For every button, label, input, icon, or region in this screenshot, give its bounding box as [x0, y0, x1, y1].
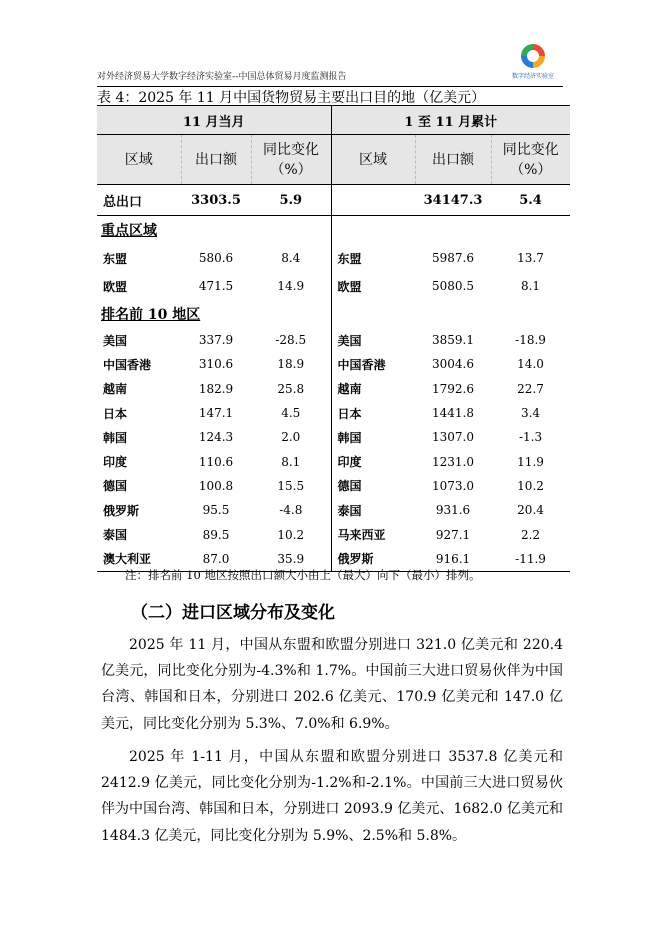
top10-ytd-region: 印度 — [337, 455, 362, 470]
key-month-yoy: 14.9 — [251, 272, 331, 300]
top10-row — [97, 425, 570, 449]
top10-ytd-yoy: 3.4 — [520, 406, 541, 421]
top10-month-region: 俄罗斯 — [103, 503, 140, 518]
top10-ytd-region: 日本 — [337, 406, 362, 421]
top10-month-value: 182.9 — [198, 381, 234, 396]
key-ytd-yoy: 13.7 — [517, 251, 544, 265]
lab-logo — [505, 44, 561, 84]
top10-month-value: 124.3 — [198, 430, 234, 445]
logo-emblem-icon — [521, 44, 545, 68]
table-title: 表 4：2025 年 11 月中国货物贸易主要出口目的地（亿美元） — [97, 90, 486, 106]
top10-ytd-region: 中国香港 — [337, 357, 386, 372]
top10-ytd-yoy: -18.9 — [515, 333, 546, 348]
key-regions-heading-row — [97, 216, 570, 245]
page-header — [97, 44, 563, 86]
top10-row — [97, 449, 570, 473]
key-region-row — [97, 244, 570, 272]
key-month-yoy: 8.4 — [251, 244, 331, 272]
column-header-row — [97, 135, 570, 185]
top10-month-region: 韩国 — [103, 430, 128, 445]
group-month-header: 11 月当月 — [97, 106, 331, 135]
top10-month-value: 100.8 — [198, 478, 234, 493]
key-month-value: 471.5 — [198, 279, 234, 293]
top10-ytd-value: 916.1 — [415, 547, 491, 572]
top10-month-value: 89.5 — [202, 527, 230, 542]
total-ytd-yoy: 5.4 — [491, 185, 570, 216]
col-header-yoy-ytd — [491, 135, 570, 185]
key-regions-heading: 重点区域 — [97, 216, 331, 245]
key-ytd-region: 东盟 — [337, 251, 362, 266]
top10-month-yoy: 4.5 — [251, 401, 331, 425]
top10-ytd-yoy: 22.7 — [517, 381, 544, 396]
group-header-row — [97, 106, 570, 135]
top10-month-value: 310.6 — [198, 357, 234, 372]
col-header-yoy — [251, 135, 331, 185]
col-header-yoy-line1: 同比变化 — [263, 141, 319, 158]
top10-ytd-value: 1441.8 — [432, 406, 475, 421]
top10-month-yoy: 18.9 — [251, 352, 331, 376]
top10-ytd-region: 越南 — [337, 382, 362, 397]
key-regions-heading-blank — [331, 216, 570, 245]
top10-month-region: 德国 — [103, 479, 128, 494]
top10-row — [97, 498, 570, 522]
col-header-yoy-line2: （%） — [270, 161, 312, 178]
total-month-value: 3303.5 — [181, 185, 251, 216]
top10-month-yoy: -4.8 — [251, 498, 331, 522]
top10-row — [97, 522, 570, 546]
top10-row — [97, 474, 570, 498]
top10-heading: 排名前 10 地区 — [97, 300, 331, 328]
import-paragraph-november: 2025 年 11 月，中国从东盟和欧盟分别进口 321.0 亿美元和 220.4 亿美元，同比变化分别为-4.3%和 1.7%。中国前三大进口贸易伙伴为中国台湾、韩国和日本，分别进口 202.6 亿美元、170.9 亿美元和 147.0 亿美元，同比变化分别为 5.3%、7.0%和 6.9%。 — [101, 637, 563, 732]
table-note: 注：排名前 10 地区按照出口额大小由上（最大）向下（最小）排列。 — [125, 568, 481, 582]
top10-month-region: 越南 — [103, 382, 128, 397]
top10-heading-blank — [331, 300, 570, 328]
top10-ytd-yoy: 10.2 — [517, 478, 544, 493]
top10-row — [97, 328, 570, 352]
top10-ytd-region: 马来西亚 — [337, 528, 386, 543]
key-ytd-region: 欧盟 — [337, 279, 362, 294]
col-header-yoy-ytd-line2: （%） — [510, 161, 552, 178]
top10-month-value: 147.1 — [198, 406, 234, 421]
top10-month-yoy: 35.9 — [251, 547, 331, 572]
top10-month-region: 澳大利亚 — [97, 547, 181, 572]
top10-month-value: 95.5 — [202, 503, 230, 518]
total-ytd-region-blank — [331, 185, 415, 216]
group-ytd-header: 1 至 11 月累计 — [331, 106, 570, 135]
top10-month-region: 日本 — [103, 406, 128, 421]
col-header-region-ytd: 区域 — [331, 135, 415, 185]
total-export-row — [97, 185, 570, 216]
top10-ytd-value: 1073.0 — [432, 478, 475, 493]
top10-month-yoy: 8.1 — [251, 449, 331, 473]
import-paragraph-ytd: 2025 年 1-11 月，中国从东盟和欧盟分别进口 3537.8 亿美元和 2412.9 亿美元，同比变化分别为-1.2%和-2.1%。中国前三大进口贸易伙伴为中国台湾、韩国和日本，分别进口 2093.9 亿美元、1682.0 亿美元和 1484.3 亿美元，同比变化分别为 5.9%、2.5%和 5.8%。 — [101, 749, 563, 844]
total-ytd-value: 34147.3 — [415, 185, 491, 216]
top10-row — [97, 401, 570, 425]
top10-row — [97, 352, 570, 376]
top10-ytd-region: 德国 — [337, 479, 362, 494]
total-month-yoy: 5.9 — [251, 185, 331, 216]
total-label: 总出口 — [97, 185, 181, 216]
key-ytd-value: 5080.5 — [432, 279, 475, 293]
header-text: 对外经济贸易大学数字经济实验室--中国总体贸易月度监测报告 — [97, 72, 347, 82]
top10-ytd-region: 泰国 — [337, 503, 362, 518]
col-header-export-ytd: 出口额 — [415, 135, 491, 185]
top10-ytd-value: 3004.6 — [432, 357, 475, 372]
top10-month-yoy: 10.2 — [251, 522, 331, 546]
key-month-region: 东盟 — [103, 251, 128, 266]
key-ytd-yoy: 8.1 — [520, 279, 541, 293]
top10-month-value: 337.9 — [198, 333, 234, 348]
top10-ytd-yoy: 11.9 — [517, 454, 544, 469]
top10-month-region: 中国香港 — [103, 357, 152, 372]
top10-month-yoy: 25.8 — [251, 377, 331, 401]
key-month-region: 欧盟 — [103, 279, 128, 294]
col-header-export: 出口额 — [181, 135, 251, 185]
col-header-region: 区域 — [97, 135, 181, 185]
top10-ytd-value: 1307.0 — [432, 430, 475, 445]
top10-ytd-value: 1792.6 — [432, 381, 475, 396]
top10-month-value: 110.6 — [198, 454, 234, 469]
top10-month-yoy: 2.0 — [251, 425, 331, 449]
top10-ytd-value: 931.6 — [435, 503, 471, 518]
key-month-value: 580.6 — [198, 251, 234, 265]
top10-ytd-value: 927.1 — [435, 527, 471, 542]
top10-ytd-yoy: -1.3 — [518, 430, 543, 445]
top10-ytd-region: 美国 — [337, 333, 362, 348]
logo-label: 数字经济实验室 — [511, 73, 554, 80]
top10-month-region: 泰国 — [103, 528, 128, 543]
top10-ytd-value: 1231.0 — [432, 454, 475, 469]
top10-ytd-yoy: 2.2 — [520, 527, 541, 542]
top10-ytd-yoy: -11.9 — [491, 547, 570, 572]
top10-month-yoy: 15.5 — [251, 474, 331, 498]
col-header-yoy-ytd-line1: 同比变化 — [502, 141, 559, 158]
top10-ytd-yoy: 14.0 — [517, 357, 544, 372]
top10-month-region: 印度 — [103, 455, 128, 470]
export-destination-table — [97, 105, 570, 572]
top10-month-value: 87.0 — [181, 547, 251, 572]
key-ytd-value: 5987.6 — [432, 251, 475, 265]
top10-row — [97, 377, 570, 401]
section-heading: （二）进口区域分布及变化 — [131, 603, 335, 623]
top10-ytd-yoy: 20.4 — [517, 503, 544, 518]
top10-ytd-region: 韩国 — [337, 430, 362, 445]
top10-ytd-value: 3859.1 — [432, 333, 475, 348]
top10-month-yoy: -28.5 — [251, 328, 331, 352]
top10-ytd-region: 俄罗斯 — [331, 547, 415, 572]
top10-heading-row — [97, 300, 570, 328]
top10-month-region: 美国 — [103, 333, 128, 348]
key-region-row — [97, 272, 570, 300]
